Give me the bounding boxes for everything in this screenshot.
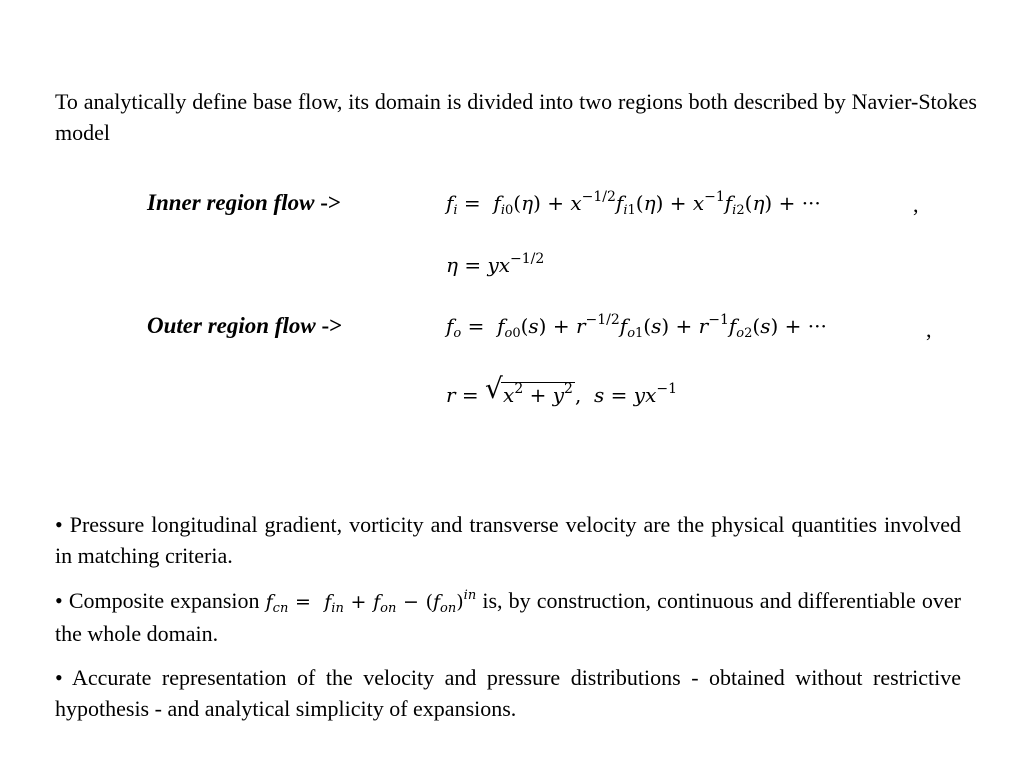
- bullet-2-prefix: Composite expansion: [68, 588, 260, 613]
- bullet-composite-expansion: • Composite expansion $f_{cn} = f_{in} + f_{on} - (f_{on})^{in}$ is, by construction, continuous and differentiable over the whole domain.: [55, 588, 961, 646]
- bullet-representation: • Accurate representation of the velocity and pressure distributions - obtained without restrictive hypothesis - and analytical simplicity of expansions.: [55, 665, 961, 721]
- outer-region-label-text: Outer region flow: [147, 313, 316, 338]
- inner-region-label-text: Inner region flow: [147, 190, 315, 215]
- bullet-matching-criteria: • Pressure longitudinal gradient, vorticity and transverse velocity are the physical quantities involved in matching criteria.: [55, 512, 961, 568]
- outer-region-label: [147, 313, 342, 339]
- r-s-definition-formula: r = √ $x^2 + y^2$ , $s = yx^{-1}$: [446, 372, 678, 407]
- inner-comma: ,: [913, 192, 919, 217]
- bullet-1-text: Pressure longitudinal gradient, vorticity and transverse velocity are the physical quantities involved in matching criteria.: [55, 512, 961, 568]
- intro-paragraph: To analytically define base flow, its domain is divided into two regions both described by Navier-Stokes model: [55, 89, 977, 145]
- eta-definition-formula: $\eta = yx^{-1/2}$: [446, 251, 545, 277]
- composite-expansion-formula: $f_{cn} = f_{in} + f_{on} - (f_{on})^{in}$: [265, 588, 477, 616]
- bullet-3-text: Accurate representation of the velocity and pressure distributions - obtained without restrictive hypothesis - and analytical simplicity of expansions.: [55, 665, 961, 721]
- outer-region-arrow: ->: [315, 313, 343, 338]
- outer-comma: ,: [926, 317, 932, 342]
- inner-expansion-formula: $f_i = f_{i0}(\eta) + x^{-1/2}f_{i1}(\eta) + x^{-1}f_{i2}(\eta)$ + ···: [446, 189, 821, 218]
- bullet-2-suffix: is, by construction, continuous and differentiable over the whole domain.: [55, 588, 961, 646]
- inner-region-arrow: ->: [314, 190, 341, 215]
- outer-expansion-formula: $f_o = f_{o0}(s) + r^{-1/2}f_{o1}(s) + r^{-1}f_{o2}(s)$ + ···: [446, 312, 827, 341]
- inner-region-label: [147, 190, 341, 216]
